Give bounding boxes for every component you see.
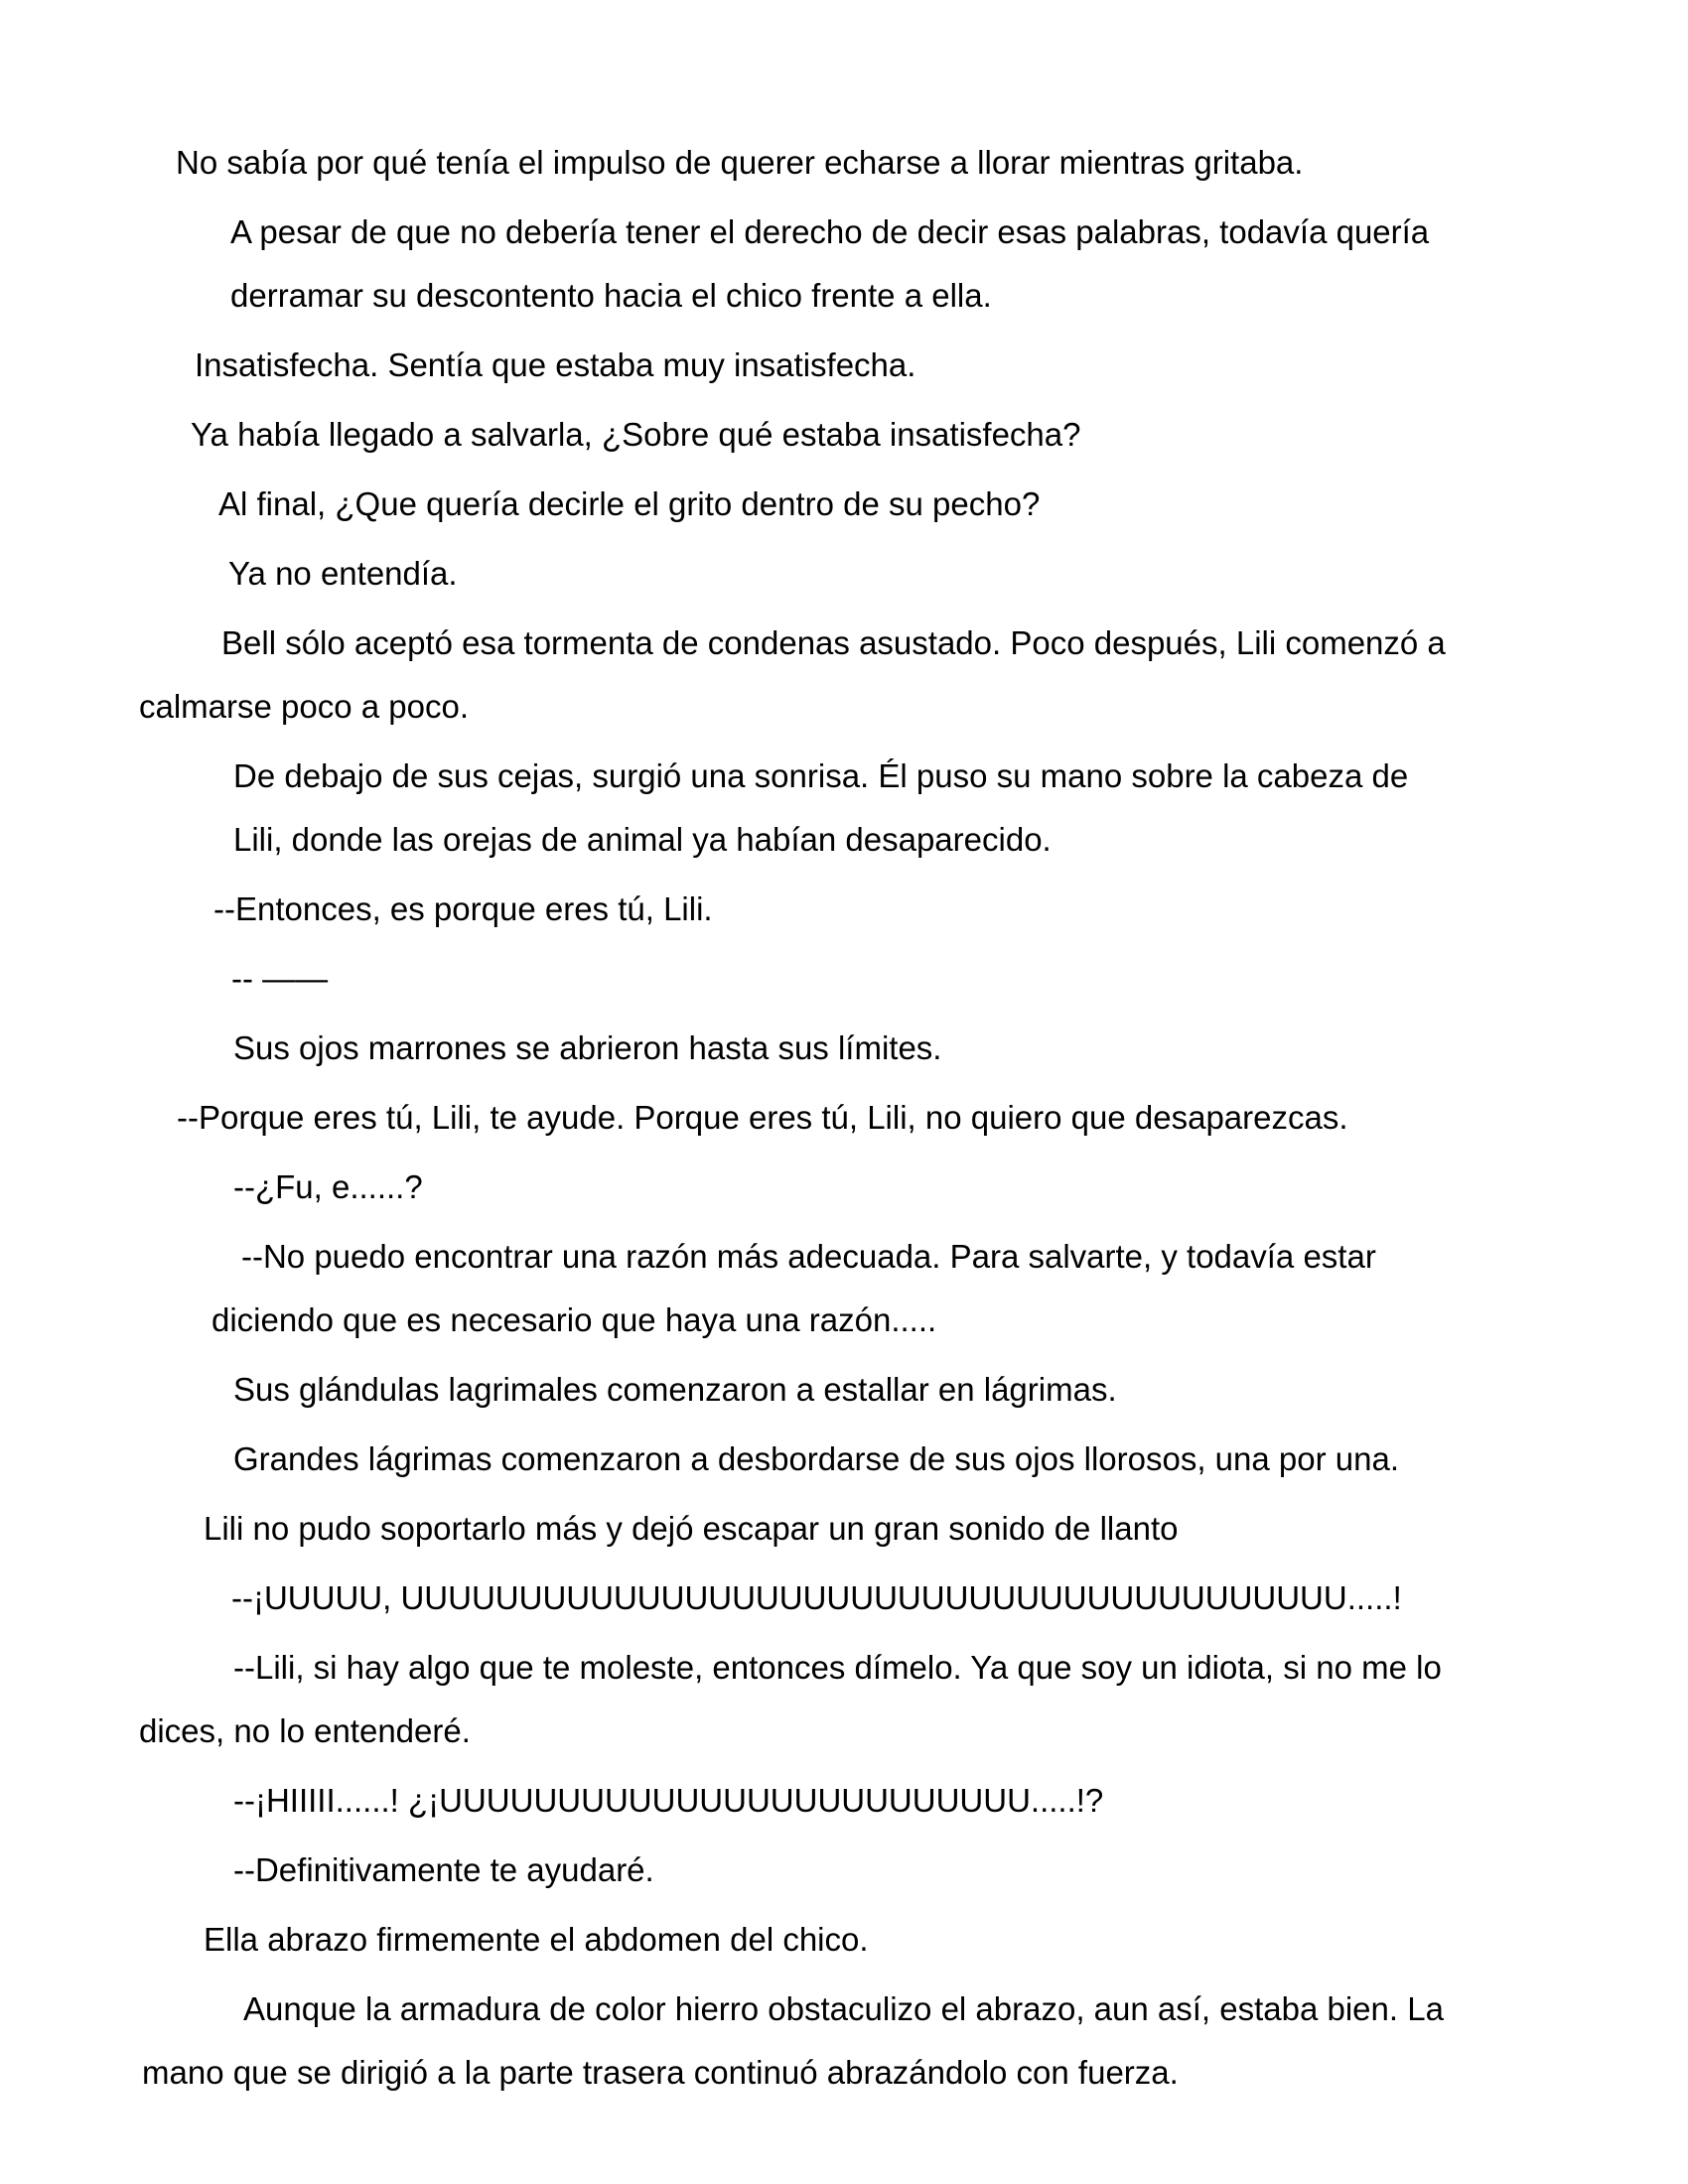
paragraph: --No puedo encontrar una razón más adecuada. Para salvarte, y todavía estar diciendo que es necesario que haya una razón..... (211, 1238, 1376, 1338)
paragraph: --Lili, si hay algo que te moleste, entonces dímelo. Ya que soy un idiota, si no me lo dices, no lo entenderé. (139, 1649, 1442, 1749)
paragraph: -- —— (231, 960, 329, 997)
paragraph: Lili no pudo soportarlo más y dejó escapar un gran sonido de llanto (204, 1510, 1179, 1547)
paragraph: No sabía por qué tenía el impulso de querer echarse a llorar mientras gritaba. (176, 144, 1304, 181)
paragraph: --¿Fu, e......? (233, 1168, 423, 1205)
paragraph: --¡HIIIII......! ¿¡UUUUUUUUUUUUUUUUUUUUUUUUU.....!? (233, 1782, 1104, 1819)
paragraph: De debajo de sus cejas, surgió una sonrisa. Él puso su mano sobre la cabeza de Lili, donde las orejas de animal ya habían desaparecido. (233, 757, 1409, 858)
paragraph: Grandes lágrimas comenzaron a desbordarse de sus ojos llorosos, una por una. (233, 1440, 1399, 1477)
paragraph: Ya no entendía. (228, 555, 458, 592)
paragraph: --Entonces, es porque eres tú, Lili. (213, 890, 713, 927)
paragraph: --¡UUUUU, UUUUUUUUUUUUUUUUUUUUUUUUUUUUUUUUUUUUUUUU.....! (231, 1579, 1402, 1616)
paragraph: --Porque eres tú, Lili, te ayude. Porque eres tú, Lili, no quiero que desaparezcas. (177, 1099, 1348, 1136)
paragraph: Aunque la armadura de color hierro obstaculizo el abrazo, aun así, estaba bien. La mano que se dirigió a la parte trasera continuó abrazándolo con fuerza. (142, 1990, 1444, 2091)
paragraph: Ya había llegado a salvarla, ¿Sobre qué estaba insatisfecha? (191, 416, 1081, 453)
paragraph: Bell sólo aceptó esa tormenta de condenas asustado. Poco después, Lili comenzó a calmarse poco a poco. (139, 624, 1446, 725)
paragraph: Al final, ¿Que quería decirle el grito dentro de su pecho? (218, 485, 1041, 522)
paragraph: A pesar de que no debería tener el derecho de decir esas palabras, todavía quería derramar su descontento hacia el chico frente a ella. (230, 213, 1430, 314)
paragraph: Insatisfecha. Sentía que estaba muy insatisfecha. (195, 346, 916, 383)
paragraph: Sus glándulas lagrimales comenzaron a estallar en lágrimas. (233, 1371, 1117, 1408)
paragraph: --Definitivamente te ayudaré. (233, 1851, 654, 1888)
paragraph: Ella abrazo firmemente el abdomen del chico. (204, 1921, 869, 1958)
paragraph: Sus ojos marrones se abrieron hasta sus límites. (233, 1029, 942, 1066)
